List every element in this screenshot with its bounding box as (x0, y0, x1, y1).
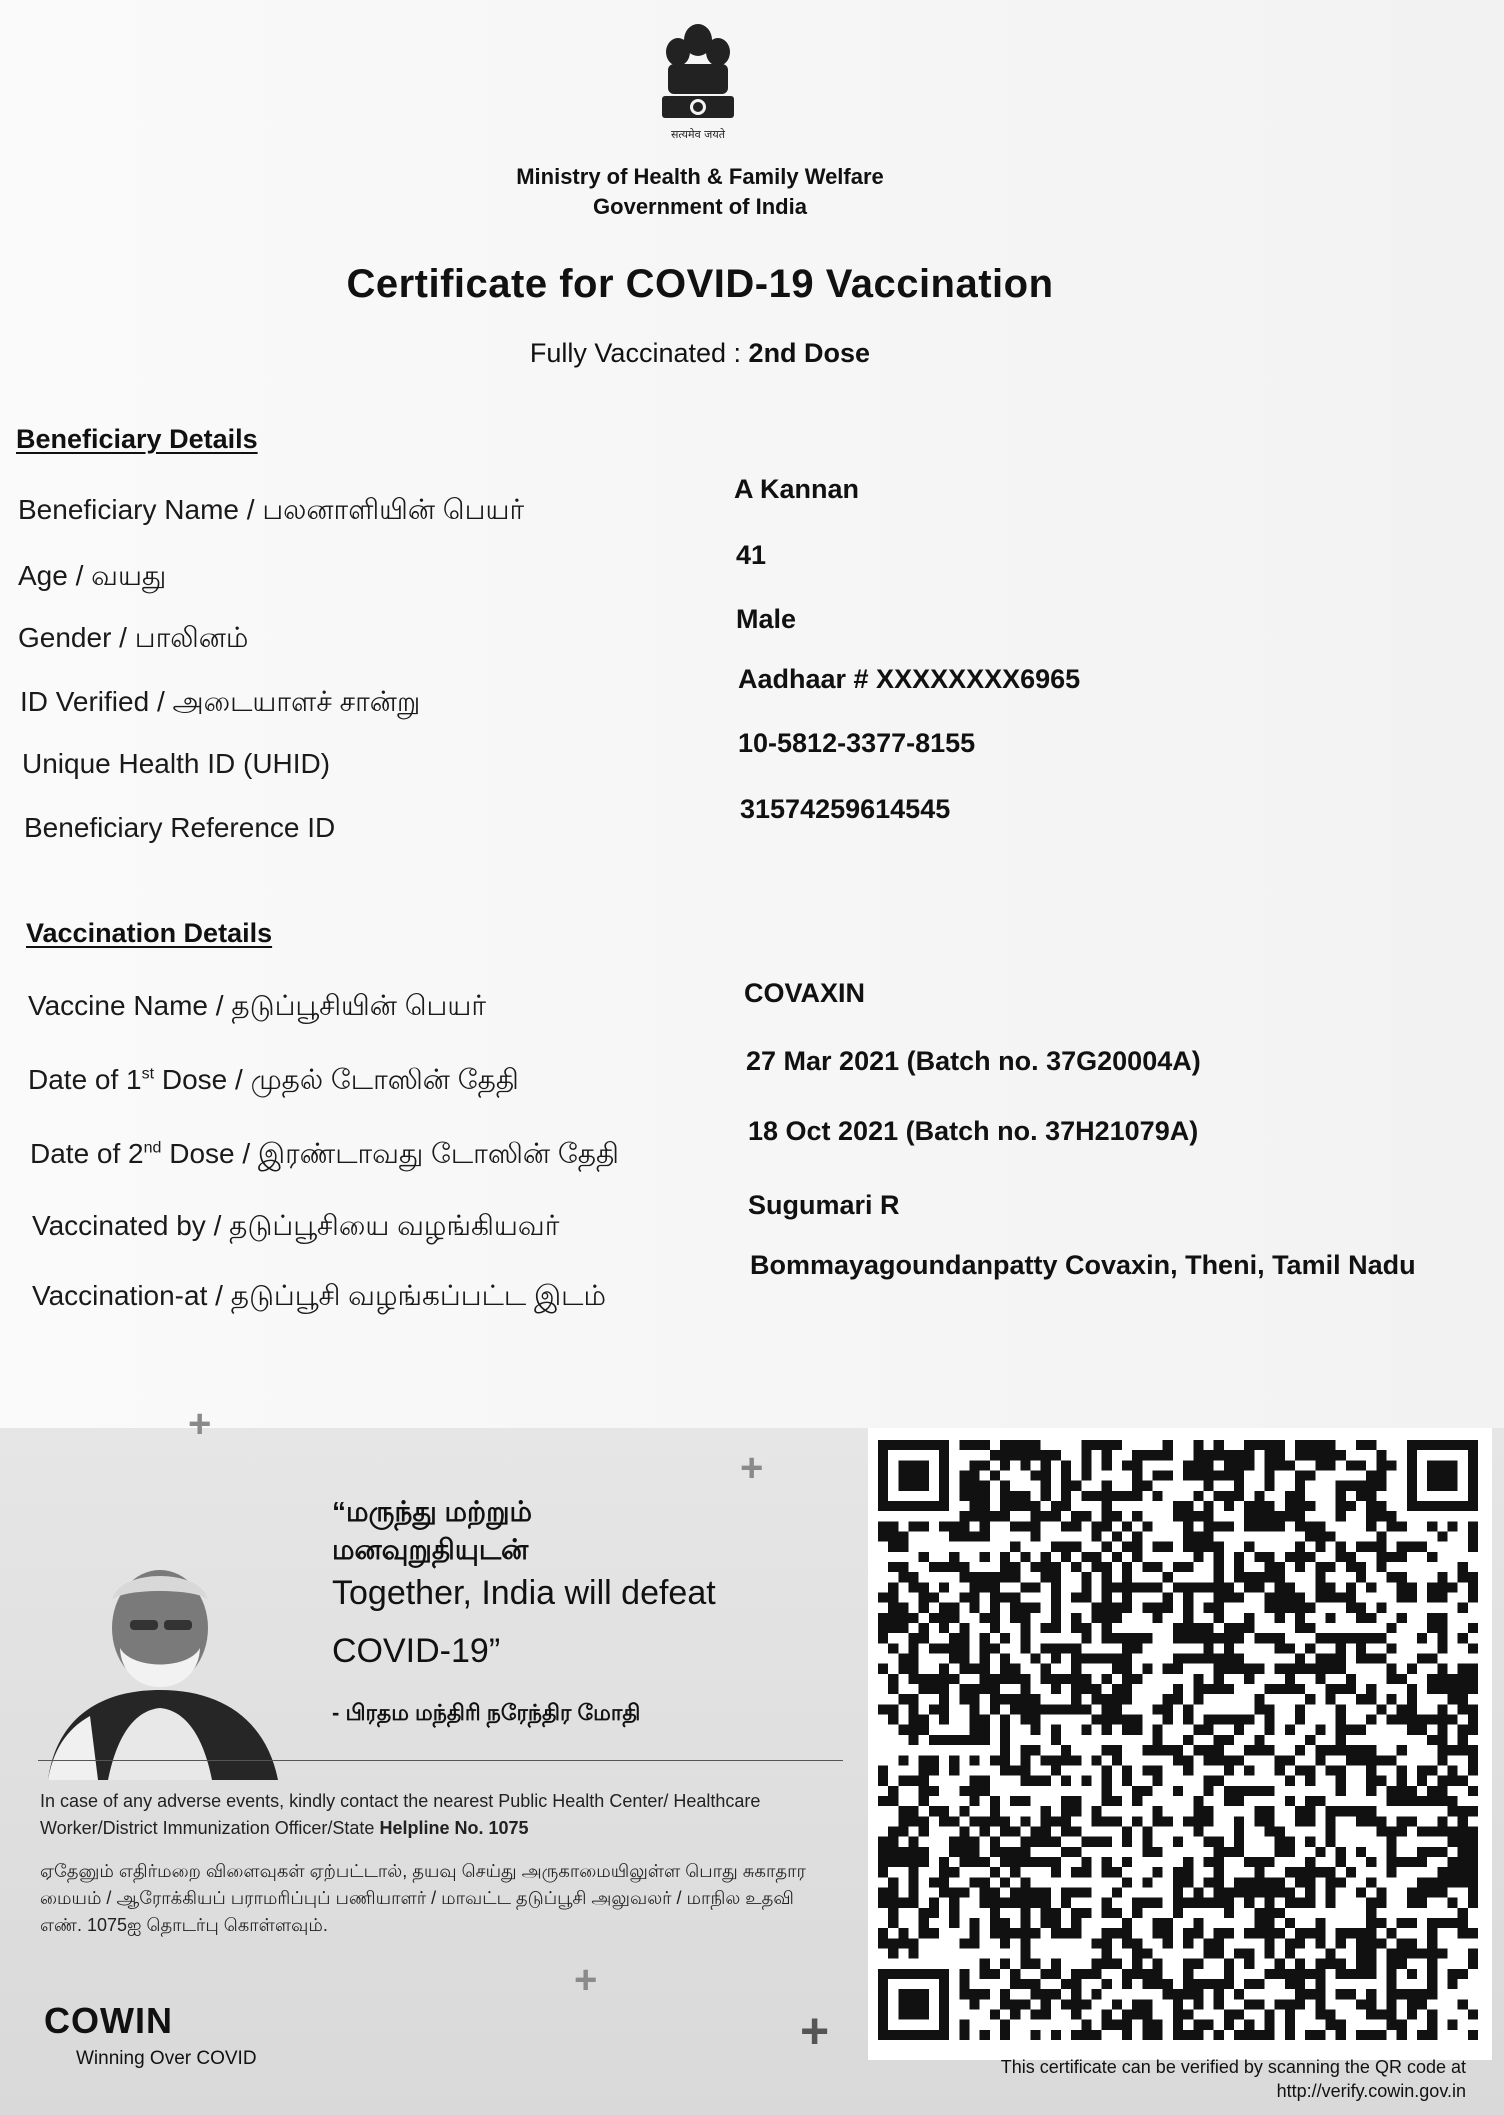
adverse-events-tamil: ஏதேனும் எதிர்மறை விளைவுகள் ஏற்பட்டால், தயவு செய்து அருகாமையிலுள்ள பொது சுகாதார மையம் / ஆரோக்கியப் பராமரிப்புப் பணியாளர் / மாவட்ட தடுப்பூசி அலுவலர் / மாநில உதவி எண். 1075ஐ தொடர்பு கொள்ளவும். (40, 1861, 806, 1935)
age-value: 41 (736, 540, 767, 570)
government-name: Government of India (593, 194, 807, 219)
verification-note (900, 2055, 1466, 2103)
second-dose-label: Date of 2nd Dose / இரண்டாவது டோஸின் தேதி (30, 1138, 619, 1169)
reference-id-label: Beneficiary Reference ID (24, 812, 336, 843)
quote-attribution: - பிரதம மந்திரி நரேந்திர மோதி (332, 1700, 641, 1725)
vaccine-name-value: COVAXIN (744, 978, 866, 1008)
quote-line-2: மனவுறுதியுடன் (332, 1534, 529, 1565)
gender-value: Male (736, 604, 797, 634)
vaccination-at-label: Vaccination-at / தடுப்பூசி வழங்கப்பட்ட இடம் (32, 1280, 606, 1311)
vaccination-status (0, 338, 1400, 369)
verification-line-1: This certificate can be verified by scanning the QR code at (1000, 2057, 1466, 2077)
beneficiary-heading: Beneficiary Details (16, 424, 258, 454)
ministry-name: Ministry of Health & Family Welfare (516, 164, 884, 189)
quote-line-4: COVID-19” (332, 1632, 501, 1670)
quote-line-3: Together, India will defeat (332, 1574, 716, 1612)
plus-decoration-icon: + (574, 1958, 598, 2002)
reference-id-value: 31574259614545 (740, 794, 951, 824)
uhid-value: 10-5812-3377-8155 (738, 728, 976, 758)
verification-url[interactable]: http://verify.cowin.gov.in (1276, 2081, 1466, 2101)
plus-decoration-icon: + (800, 2003, 830, 2059)
cowin-tagline: Winning Over COVID (76, 2048, 257, 2069)
plus-decoration-icon: + (188, 1402, 212, 1446)
vaccination-heading: Vaccination Details (26, 918, 273, 948)
age-label: Age / வயது (18, 560, 167, 591)
first-dose-label: Date of 1st Dose / முதல் டோஸின் தேதி (28, 1064, 519, 1095)
vaccinated-by-value: Sugumari R (748, 1190, 900, 1220)
qr-code[interactable] (878, 1440, 1478, 2040)
adverse-events-english: In case of any adverse events, kindly contact the nearest Public Health Center/ Healthcare Worker/District Immunization Officer/State Helpline No. 1075 (40, 1791, 761, 1838)
gender-label: Gender / பாலினம் (18, 622, 249, 653)
quote-line-1: “மருந்து மற்றும் (332, 1496, 533, 1527)
id-verified-label: ID Verified / அடையாளச் சான்று (20, 686, 421, 717)
vaccinated-by-label: Vaccinated by / தடுப்பூசியை வழங்கியவர் (32, 1210, 560, 1241)
plus-decoration-icon: + (740, 1446, 764, 1490)
qr-code-panel (868, 1428, 1492, 2060)
cowin-logo: COWIN (44, 2000, 173, 2041)
vaccine-name-label: Vaccine Name / தடுப்பூசியின் பெயர் (28, 990, 486, 1021)
id-verified-value: Aadhaar # XXXXXXXX6965 (738, 664, 1081, 694)
national-emblem-icon (650, 12, 746, 162)
svg-text:सत्यमेव जयते: सत्यमेव जयते (670, 128, 726, 141)
second-dose-value: 18 Oct 2021 (Batch no. 37H21079A) (748, 1116, 1199, 1146)
divider (38, 1760, 843, 1761)
vaccination-at-value: Bommayagoundanpatty Covaxin, Theni, Tamil Nadu (750, 1250, 1416, 1280)
certificate-title: Certificate for COVID-19 Vaccination (346, 262, 1054, 306)
beneficiary-name-label: Beneficiary Name / பலனாளியின் பெயர் (18, 494, 525, 525)
prime-minister-photo (38, 1530, 283, 1780)
beneficiary-name-value: A Kannan (734, 474, 860, 504)
status-dose: 2nd Dose (748, 338, 871, 368)
status-prefix: Fully Vaccinated : (529, 338, 742, 368)
uhid-label: Unique Health ID (UHID) (22, 748, 331, 779)
first-dose-value: 27 Mar 2021 (Batch no. 37G20004A) (746, 1046, 1201, 1076)
